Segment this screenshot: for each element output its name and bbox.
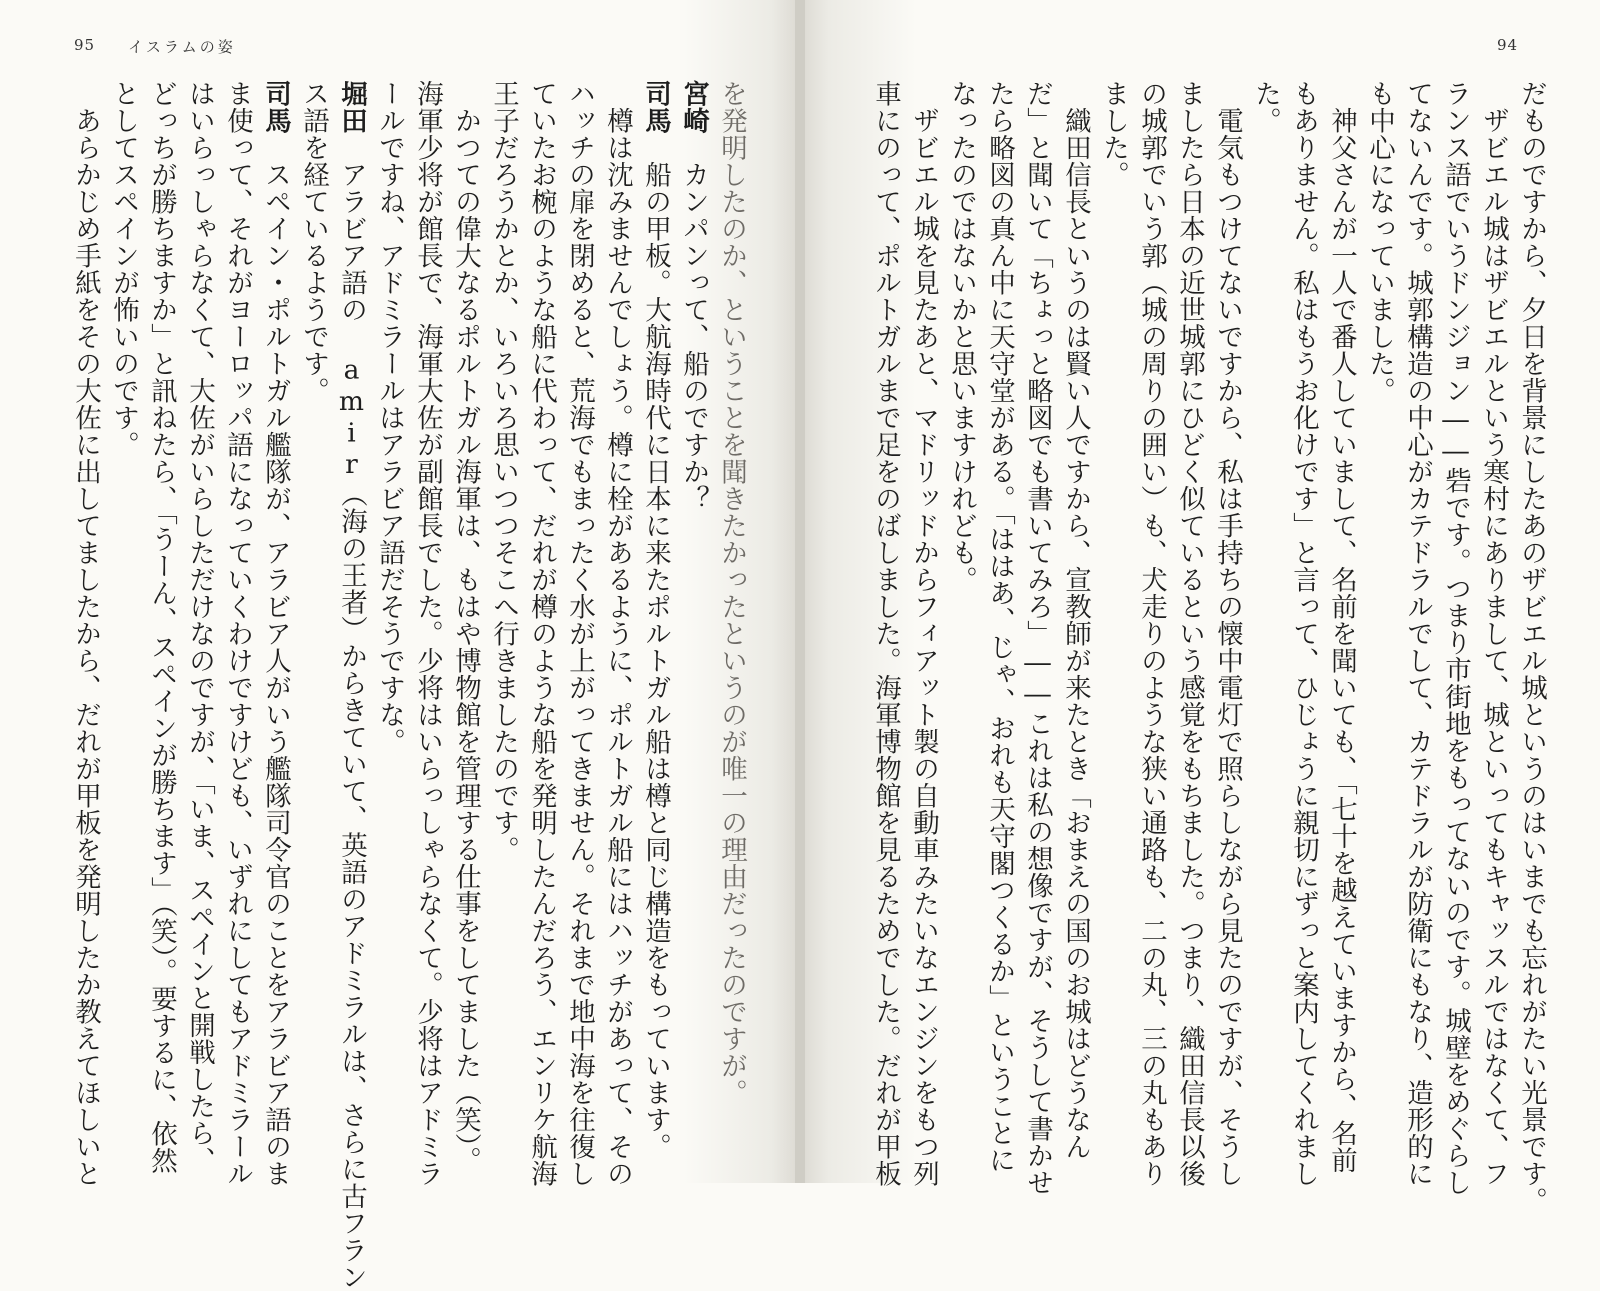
line-text: 海軍少将が館長で、海軍大佐が副館長でした。少将はいらっしゃらなくて。少将はアドミラ (412, 80, 443, 1187)
text-line (522, 80, 560, 1187)
text-line (674, 80, 712, 1160)
line-text: アラビア語の amir（海の王者）からきていて、英語のアドミラルは、さらに古フラン (336, 161, 367, 1291)
line-text: はいらっしゃらなくて、大佐がいらしただけなのですが、「いま、スペインと開戦したら、 (184, 80, 215, 1174)
line-text: ランス語でいうドンジョン――砦です。つまり市街地をもってないのです。城壁をめぐらし (1440, 80, 1471, 1196)
speaker-name: 司馬 (260, 80, 291, 134)
text-line (370, 80, 408, 1160)
text-line (1322, 80, 1360, 1174)
line-text: ザビエル城はザビエルという寒村にありまして、城といってもキャッスルではなくて、フ (1478, 80, 1509, 1187)
speaker-name: 宮崎 (678, 80, 709, 134)
left-page-body (70, 80, 750, 1291)
text-line (1512, 80, 1550, 1214)
text-line (484, 80, 522, 1160)
text-line (560, 80, 598, 1187)
line-text: 電気もつけてないですから、私は手持ちの懐中電灯で照らしながら見たのですが、そうし (1212, 80, 1243, 1187)
line-text: ましたら日本の近世城郭にひどく似ているという感覚をもちました。つまり、織田信長以後 (1174, 80, 1205, 1187)
text-line (1246, 80, 1284, 1160)
line-text: としてスペインが怖いのです。 (108, 80, 139, 458)
line-text: ザビエル城を見たあと、マドリッドからフィアット製の自動車みたいなエンジンをもつ列 (908, 80, 939, 1187)
line-text: を発明したのか、ということを聞きたかったというのが唯一の理由だったのですが。 (716, 80, 747, 1106)
line-text: ま使って、それがヨーロッパ語になっていくわけですけども、いずれにしてもアドミラール (222, 80, 253, 1187)
line-text: 車にのって、ポルトガルまで足をのばしました。海軍博物館を見るためでした。だれが甲板 (870, 80, 901, 1187)
line-text: ス語を経ているようです。 (298, 80, 329, 404)
text-line (1398, 80, 1436, 1187)
text-line (1170, 80, 1208, 1187)
line-text: 神父さんが一人で番人していまして、名前を聞いても、「七十を越えていますから、名前 (1326, 80, 1357, 1174)
text-line (1436, 80, 1474, 1196)
text-line (1208, 80, 1246, 1187)
book-gutter (795, 0, 805, 1183)
text-line (904, 80, 942, 1187)
line-text: も中心になっていました。 (1364, 80, 1395, 404)
text-line (980, 80, 1018, 1174)
text-line (1474, 80, 1512, 1187)
text-line (636, 80, 674, 1160)
line-text: スペイン・ポルトガル艦隊が、アラビア人がいう艦隊司令官のことをアラビア語のま (260, 161, 291, 1187)
text-line (104, 80, 142, 1160)
text-line (866, 80, 904, 1187)
text-line (1094, 80, 1132, 1160)
line-text: ハッチの扉を閉めると、荒海でもまったく水が上がってきません。それまで地中海を往復し (564, 80, 595, 1187)
line-text: あらかじめ手紙をその大佐に出してましたから、だれが甲板を発明したか教えてほしいと (70, 80, 101, 1187)
line-text: だものですから、夕日を背景にしたあのザビエル城というのはいまでも忘れがたい光景です。 (1516, 80, 1547, 1214)
text-line (1132, 80, 1170, 1187)
text-line (332, 80, 370, 1291)
text-line (218, 80, 256, 1187)
line-text: 王子だろうかとか、いろいろ思いつつそこへ行きましたのです。 (488, 80, 519, 863)
text-line (712, 80, 750, 1160)
left-page-number: 95 (74, 36, 96, 54)
text-line (942, 80, 980, 1160)
line-text: の城郭でいう郭（城の周りの囲い）も、犬走りのような狭い通路も、二の丸、三の丸もあり (1136, 80, 1167, 1187)
line-text: 船の甲板。大航海時代に日本に来たポルトガル船は樽と同じ構造をもっています。 (640, 161, 671, 1160)
text-line (256, 80, 294, 1187)
line-text: ールですね、アドミラールはアラビア語だそうですな。 (374, 80, 405, 755)
line-text: なったのではないかと思いますけれども。 (946, 80, 977, 593)
text-line (598, 80, 636, 1187)
speaker-name: 堀田 (336, 80, 367, 134)
text-line (1018, 80, 1056, 1196)
line-text: だ」と聞いて「ちょっと略図でも書いてみろ」――これは私の想像ですが、そうして書かせ (1022, 80, 1053, 1196)
text-line (1056, 80, 1094, 1160)
text-line (1360, 80, 1398, 1160)
running-title: イスラムの姿 (128, 38, 236, 56)
right-page-number: 94 (1497, 36, 1519, 54)
line-text: カンパンって、船のですか？ (678, 161, 709, 512)
speaker-name: 司馬 (640, 80, 671, 134)
line-text: たら略図の真ん中に天守堂がある。「ははあ、じゃ、おれも天守閣つくるか」ということに (984, 80, 1015, 1174)
text-line (446, 80, 484, 1174)
line-text: もありません。私はもうお化けです」と言って、ひじょうに親切にずっと案内してくれまし (1288, 80, 1319, 1187)
line-text: てないんです。城郭構造の中心がカテドラルでして、カテドラルが防衛にもなり、造形的に (1402, 80, 1433, 1187)
text-line (294, 80, 332, 1160)
line-text: どっちが勝ちますか」と訊ねたら、「うーん、スペインが勝ちます」（笑）。要するに、依然 (146, 80, 177, 1175)
text-line (408, 80, 446, 1187)
text-line (66, 80, 104, 1187)
line-text: ました。 (1098, 80, 1129, 188)
text-line (142, 80, 180, 1175)
right-page-body (830, 80, 1550, 1214)
line-text: た。 (1250, 80, 1281, 134)
line-text: かつての偉大なるポルトガル海軍は、もはや博物館を管理する仕事をしてました（笑）。 (450, 80, 481, 1174)
line-text: 織田信長というのは賢い人ですから、宣教師が来たとき「おまえの国のお城はどうなん (1060, 80, 1091, 1160)
line-text: 樽は沈みませんでしょう。樽に栓があるように、ポルトガル船にはハッチがあって、その (602, 80, 633, 1187)
text-line (1284, 80, 1322, 1187)
text-line (180, 80, 218, 1174)
line-text: ていたお椀のような船に代わって、だれが樽のような船を発明したんだろう、エンリケ航海 (526, 80, 557, 1187)
